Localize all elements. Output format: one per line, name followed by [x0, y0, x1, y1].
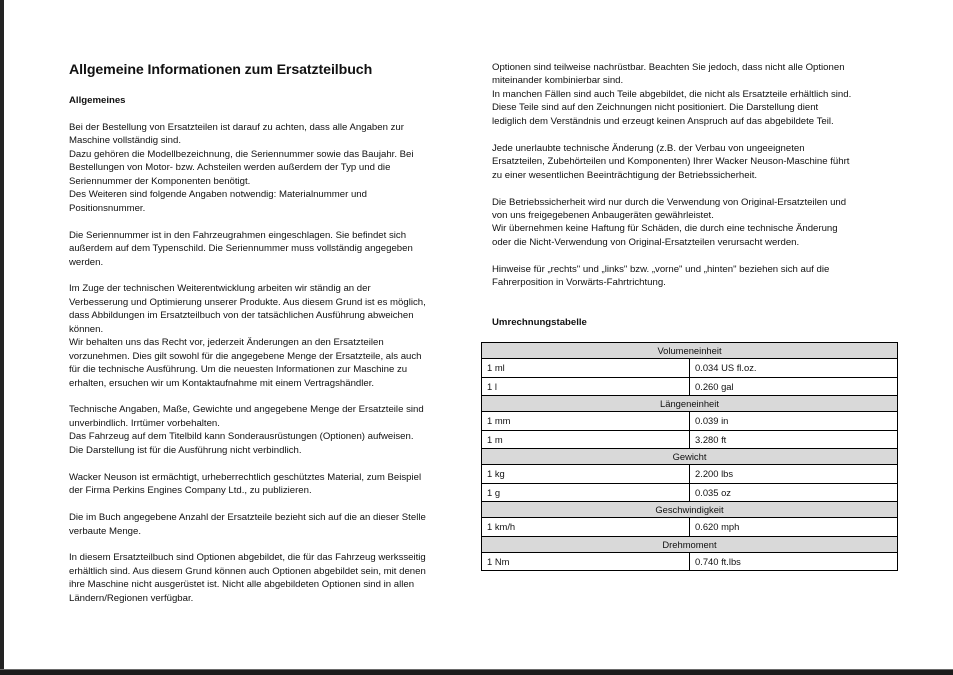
page-title: Allgemeine Informationen zum Ersatzteilbuch	[69, 62, 373, 78]
paragraph-line: Wir behalten uns das Recht vor, jederzeit Änderungen an den Ersatzteilen	[69, 337, 384, 349]
table-row	[482, 412, 898, 431]
paragraph	[69, 282, 459, 390]
paragraph	[492, 263, 912, 290]
paragraph-line: für die technische Ausführung. Um die neuesten Informationen zur Maschine zu	[69, 364, 408, 376]
paragraph-line: Technische Angaben, Maße, Gewichte und angegebene Menge der Ersatzteile sind	[69, 404, 424, 416]
paragraph-line: Die im Buch angegebene Anzahl der Ersatzteile bezieht sich auf die an dieser Stelle	[69, 512, 426, 524]
table-heading: Umrechnungstabelle	[492, 316, 587, 328]
imperial-value-cell: 0.034 US fl.oz.	[690, 359, 898, 378]
paragraph	[69, 471, 459, 498]
paragraph-line: Verbesserung und Optimierung unserer Produkte. Aus diesem Grund ist es möglich,	[69, 296, 426, 308]
table-row	[482, 518, 898, 537]
paragraph-line: Wir übernehmen keine Haftung für Schäden, die durch eine technische Änderung	[492, 223, 838, 235]
table-row	[482, 359, 898, 378]
paragraph-line: Im Zuge der technischen Weiterentwicklung arbeiten wir ständig an der	[69, 283, 371, 295]
table-group-header	[482, 536, 898, 552]
imperial-value-cell: 0.620 mph	[690, 518, 898, 537]
imperial-value-cell: 0.039 in	[690, 412, 898, 431]
left-column	[69, 60, 459, 619]
metric-unit-cell: 1 m	[482, 430, 690, 449]
table-group-header	[482, 502, 898, 518]
paragraph-line: Maschine vollständig sind.	[69, 135, 181, 147]
paragraph-line: werden.	[69, 256, 104, 268]
paragraph	[492, 196, 912, 250]
paragraph-line: verbaute Menge.	[69, 525, 141, 537]
paragraph-line: außerdem auf dem Typenschild. Die Seriennummer muss vollständig angegeben	[69, 243, 413, 255]
right-paragraphs	[492, 61, 912, 290]
table-group-header	[482, 343, 898, 359]
group-label: Volumeneinheit	[482, 343, 898, 359]
section-heading: Allgemeines	[69, 95, 126, 106]
metric-unit-cell: 1 l	[482, 377, 690, 396]
paragraph-line: Dazu gehören die Modellbezeichnung, die Seriennummer sowie das Baujahr. Bei	[69, 148, 414, 160]
imperial-value-cell: 0.035 oz	[690, 483, 898, 502]
imperial-value-cell: 0.740 ft.lbs	[690, 552, 898, 571]
metric-unit-cell: 1 km/h	[482, 518, 690, 537]
table-row	[482, 430, 898, 449]
paragraph-line: können.	[69, 323, 104, 335]
paragraph-line: Bestellungen von Motor- bzw. Achsteilen werden außerdem der Typ und die	[69, 162, 391, 174]
paragraph-line: zu einer wesentlichen Beeinträchtigung der Betriebssicherheit.	[492, 169, 758, 181]
paragraph-line: erhalten, ersuchen wir um Kontaktaufnahme mit einem Vertragshändler.	[69, 377, 375, 389]
paragraph	[69, 403, 459, 457]
paragraph-line: Positionsnummer.	[69, 202, 146, 214]
paragraph-line: miteinander kombinierbar sind.	[492, 75, 624, 87]
paragraph	[492, 142, 912, 182]
metric-unit-cell: 1 Nm	[482, 552, 690, 571]
imperial-value-cell: 0.260 gal	[690, 377, 898, 396]
imperial-value-cell: 2.200 lbs	[690, 465, 898, 484]
paragraph-line: vorzunehmen. Dies gilt sowohl für die angegebene Menge der Ersatzteile, als auch	[69, 350, 422, 362]
paragraph-line: Hinweise für „rechts" und „links" bzw. „vorne" und „hinten" beziehen sich auf die	[492, 263, 830, 275]
paragraph	[69, 551, 459, 605]
paragraph-line: Diese Teile sind auf den Zeichnungen nicht positioniert. Die Darstellung dient	[492, 102, 819, 114]
paragraph-line: der Firma Perkins Engines Company Ltd., zu publizieren.	[69, 485, 312, 497]
paragraph-line: erhältlich sind. Aus diesem Grund können auch Optionen abgebildet sein, mit denen	[69, 565, 426, 577]
group-label: Geschwindigkeit	[482, 502, 898, 518]
paragraph	[492, 61, 912, 128]
table-group-header	[482, 396, 898, 412]
paragraph-line: oder die Nicht-Verwendung von Original-Ersatzteilen verursacht werden.	[492, 236, 800, 248]
table-group-header	[482, 449, 898, 465]
imperial-value-cell: 3.280 ft	[690, 430, 898, 449]
group-label: Drehmoment	[482, 536, 898, 552]
paragraph-line: Seriennummer der Komponenten benötigt.	[69, 175, 251, 187]
paragraph-line: Die Seriennummer ist in den Fahrzeugrahmen eingeschlagen. Sie befindet sich	[69, 229, 407, 241]
paragraph-line: Ländern/Regionen verfügbar.	[69, 592, 194, 604]
left-paragraphs	[69, 121, 459, 605]
window-bottom-bar	[0, 669, 953, 675]
conversion-table	[481, 342, 898, 571]
paragraph-line: Optionen sind teilweise nachrüstbar. Beachten Sie jedoch, dass nicht alle Optionen	[492, 62, 845, 73]
paragraph-line: Bei der Bestellung von Ersatzteilen ist darauf zu achten, dass alle Angaben zur	[69, 122, 404, 133]
paragraph-line: Die Darstellung ist für die Ausführung nicht verbindlich.	[69, 444, 302, 456]
table-row	[482, 483, 898, 502]
paragraph	[69, 229, 459, 269]
paragraph-line: Wacker Neuson ist ermächtigt, urheberrechtlich geschütztes Material, zum Beispiel	[69, 471, 422, 483]
paragraph-line: Des Weiteren sind folgende Angaben notwendig: Materialnummer und	[69, 189, 367, 201]
metric-unit-cell: 1 g	[482, 483, 690, 502]
paragraph-line: Ersatzteilen, Zubehörteilen und Komponenten) Ihrer Wacker Neuson-Maschine führt	[492, 156, 850, 168]
group-label: Gewicht	[482, 449, 898, 465]
right-column	[492, 61, 912, 342]
table-row	[482, 552, 898, 571]
paragraph-line: ihre Maschine nicht ausgerüstet ist. Nicht alle abgebildeten Optionen sind in allen	[69, 579, 415, 591]
table-row	[482, 377, 898, 396]
paragraph	[69, 511, 459, 538]
group-label: Längeneinheit	[482, 396, 898, 412]
paragraph-line: Jede unerlaubte technische Änderung (z.B. der Verbau von ungeeigneten	[492, 142, 805, 154]
paragraph-line: Das Fahrzeug auf dem Titelbild kann Sonderausrüstungen (Optionen) aufweisen.	[69, 431, 414, 443]
paragraph-line: In diesem Ersatzteilbuch sind Optionen abgebildet, die für das Fahrzeug werksseitig	[69, 552, 426, 564]
metric-unit-cell: 1 mm	[482, 412, 690, 431]
paragraph-line: dass Abbildungen im Ersatzteilbuch von der tatsächlichen Ausführung abweichen	[69, 310, 414, 322]
paragraph-line: In manchen Fällen sind auch Teile abgebildet, die nicht als Ersatzteile erhältlich sind.	[492, 88, 852, 100]
metric-unit-cell: 1 kg	[482, 465, 690, 484]
paragraph-line: Fahrerposition in Vorwärts-Fahrtrichtung.	[492, 277, 666, 289]
table-row	[482, 465, 898, 484]
paragraph	[69, 121, 459, 215]
paragraph-line: lediglich dem Verständnis und erzeugt keinen Anspruch auf das abgebildete Teil.	[492, 115, 834, 127]
metric-unit-cell: 1 ml	[482, 359, 690, 378]
paragraph-line: von uns freigegebenen Anbaugeräten gewährleistet.	[492, 209, 714, 221]
paragraph-line: Die Betriebssicherheit wird nur durch die Verwendung von Original-Ersatzteilen und	[492, 196, 847, 208]
paragraph-line: unverbindlich. Irrtümer vorbehalten.	[69, 417, 220, 429]
